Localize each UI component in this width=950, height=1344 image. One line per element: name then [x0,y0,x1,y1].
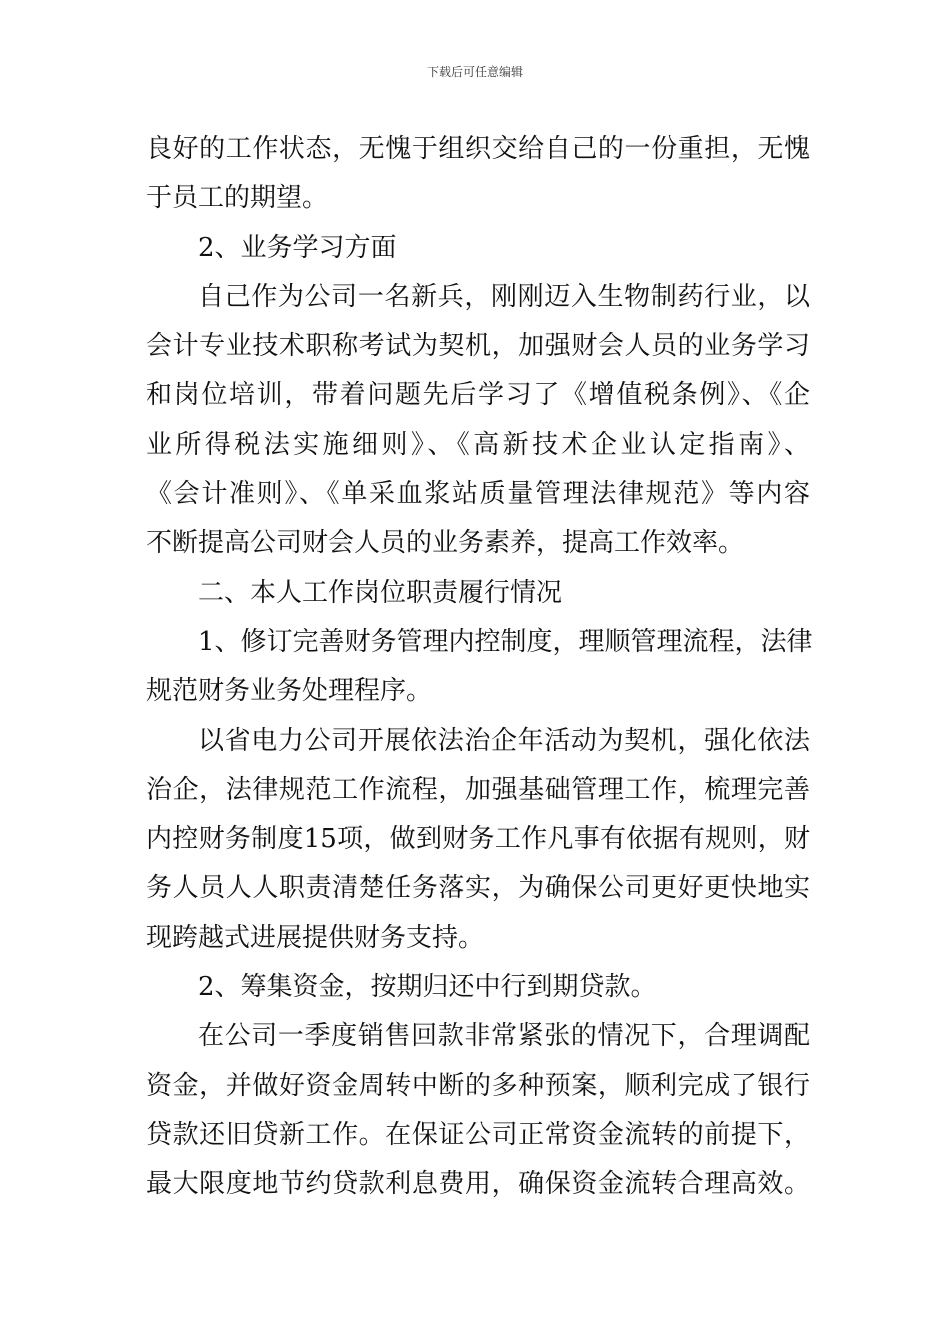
document-body [146,125,813,1210]
text-line: 《会计准则》、《单采血浆站质量管理法律规范》等内容 [146,479,810,510]
text-line: 务人员人人职责清楚任务落实，为确保公司更好更快地实 [146,873,810,904]
paragraph-fundraising [146,1012,810,1209]
paragraph-continuation [146,125,810,224]
text-line: 内控财务制度15项，做到财务工作凡事有依据有规则，财 [146,824,810,855]
text-line: 以省电力公司开展依法治企年活动为契机，强化依法 [198,725,810,756]
text-line: 二、本人工作岗位职责履行情况 [198,577,563,608]
section-heading-business-study [146,224,810,273]
text-line: 良好的工作状态，无愧于组织交给自己的一份重担，无愧 [146,134,810,164]
subheading-fundraising [146,963,810,1012]
text-line: 贷款还旧贷新工作。在保证公司正常资金流转的前提下， [146,1119,810,1150]
page-header: 下载后可任意编辑 [426,65,523,79]
text-line: 规范财务业务处理程序。 [146,676,433,707]
text-line: 资金，并做好资金周转中断的多种预案，顺利完成了银行 [146,1070,810,1101]
text-line: 业所得税法实施细则》、《高新技术企业认定指南》、 [146,429,810,460]
text-line: 于员工的期望。 [146,183,329,214]
paragraph-business-study [146,273,810,569]
text-line: 1、修订完善财务管理内控制度，理顺管理流程，法律 [198,626,813,657]
paragraph-internal-control [146,717,810,963]
text-line: 会计专业技术职称考试为契机，加强财会人员的业务学习 [146,331,810,362]
text-line: 现跨越式进展提供财务支持。 [146,922,485,953]
section-heading-duties [146,569,810,618]
text-line: 和岗位培训，带着问题先后学习了《增值税条例》、《企 [146,380,810,411]
text-line: 2、筹集资金，按期归还中行到期贷款。 [198,972,657,1003]
text-line: 治企，法律规范工作流程，加强基础管理工作，梳理完善 [146,774,810,805]
subheading-internal-control [146,618,813,717]
text-line: 在公司一季度销售回款非常紧张的情况下，合理调配 [198,1021,810,1052]
text-line: 不断提高公司财会人员的业务素养，提高工作效率。 [146,528,745,559]
text-line: 最大限度地节约贷款利息费用，确保资金流转合理高效。 [146,1169,810,1200]
text-line: 自己作为公司一名新兵，刚刚迈入生物制药行业，以 [198,281,810,312]
text-line: 2、业务学习方面 [198,232,397,263]
